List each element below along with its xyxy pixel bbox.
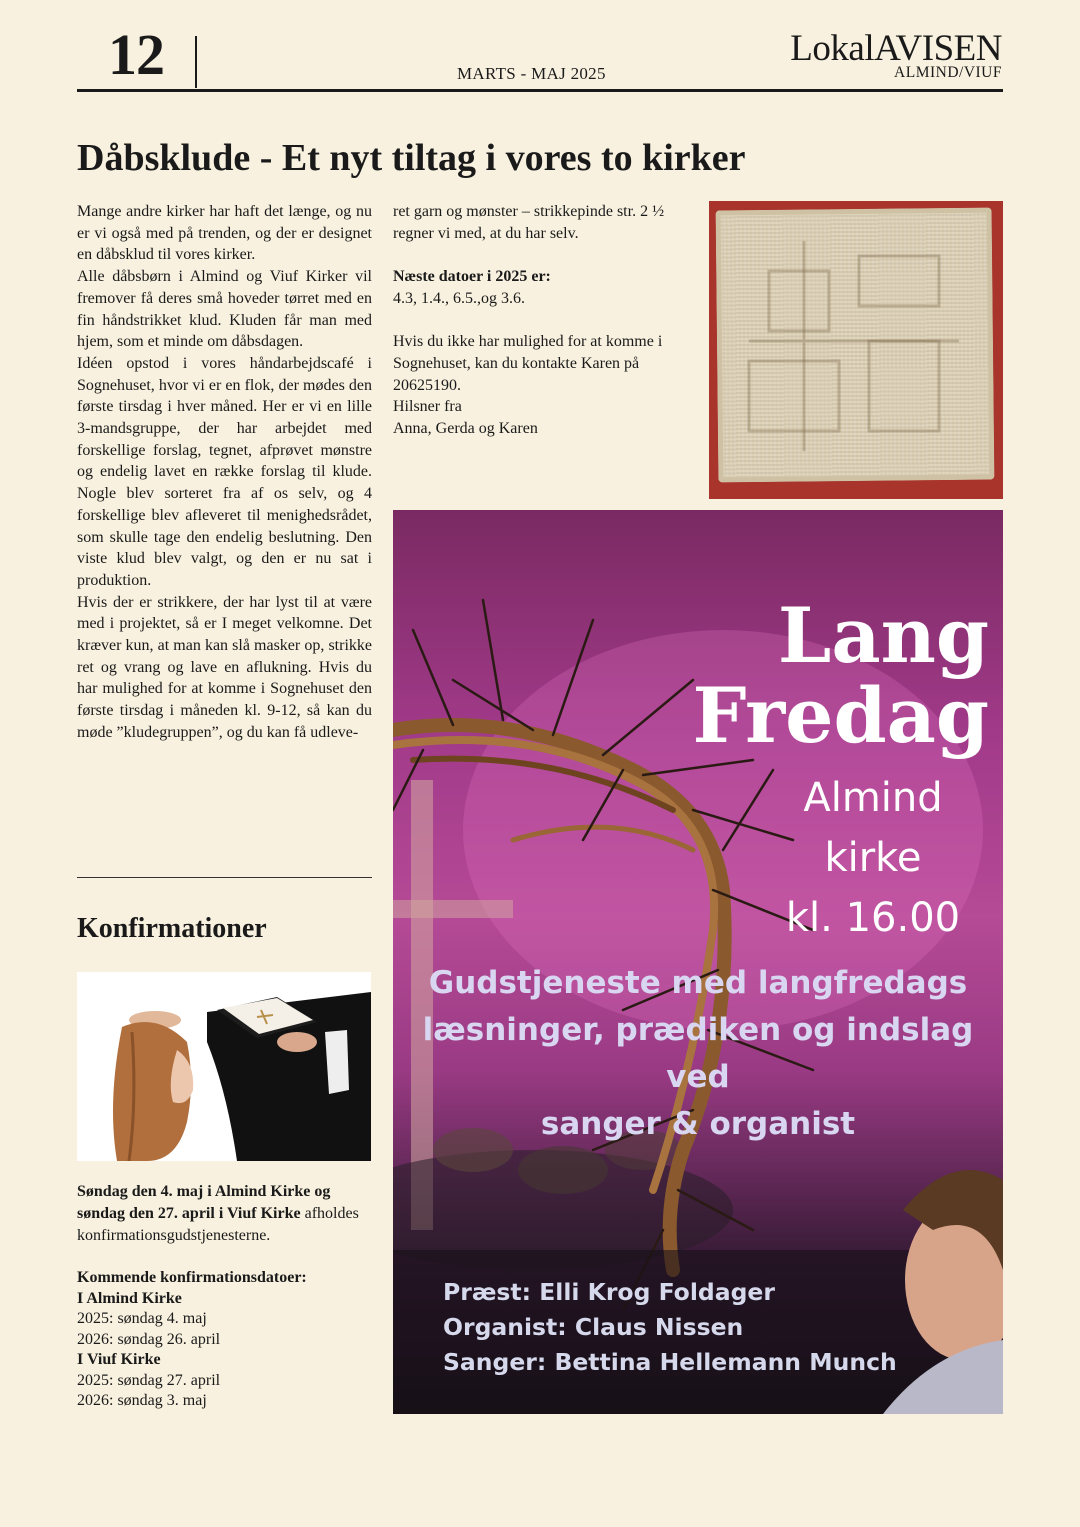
dates-heading: Næste datoer i 2025 er: [393,268,551,286]
article-paragraph: Hvis der er strikkere, der har lyst til at være med i projektet, så er I meget velkomne. Det kræver kun, at man kan slå masker op, strikke ret og vrang og lave en aflukning. Hvis du har mulighed for at komme i Sognehuset den første tirsdag i måneden kl. 9-12, så kan du møde ”kludegruppen”, og du kan få udleve- [77,593,372,741]
upcoming-heading: Kommende konfirmationsdatoer: [77,1269,307,1286]
credit-organist: Organist: Claus Nissen [443,1313,744,1341]
section-divider [77,877,372,878]
newspaper-name: LokalAVISEN [790,28,1002,69]
masthead-rule [77,89,1003,92]
poster-place-line: kirke [824,835,922,881]
issue-date: MARTS - MAJ 2025 [457,64,606,83]
page-number-divider [195,36,197,88]
confirmation-text [77,1181,377,1247]
poster-title-line: Lang [777,591,989,680]
page-number: 12 [108,22,164,87]
poster-title [393,591,989,760]
article-headline: Dåbsklude - Et nyt tiltag i vores to kirker [77,137,746,179]
dates-list: 4.3, 1.4., 6.5.,og 3.6. [393,289,525,307]
article-paragraph: Alle dåbsbørn i Almind og Viuf Kirker vil fremover få deres små hoveder tørret med en fin håndstrikket klud. Kluden får man med hjem, som et minde om dåbsdagen. [77,268,372,351]
confirmation-heading: Konfirmationer [77,913,267,944]
cloth-pattern [709,201,1003,499]
contact-info: Hvis du ikke har mulighed for at komme i Sognehuset, kan du kontakte Karen på 20625190. [393,333,663,394]
article-paragraph: Idéen opstod i vores håndarbejdscafé i Sognehuset, hvor vi er en flok, der mødes den første tirsdag i hver måned. Her er vi en lille 3-mandsgruppe, der har arbejdet med forskellige forslag, tegnet, afprøvet mønstre og endelig lavet en række forslag til klude. Nogle blev sorteret fra af os selv, og 4 forskellige blev afleveret til menighedsrådet, som skulle tage den endelig beslutning. Den viste klud blev valgt, og den er nu sat i produktion. [77,354,372,589]
newspaper-subtitle: ALMIND/VIUF [894,64,1002,81]
poster-desc-line: Gudstjeneste med langfredags [428,965,968,1001]
poster-place-time [733,768,1003,948]
list-item: 2025: søndag 27. april [77,1371,221,1389]
poster-credits [443,1275,897,1380]
baptism-cloth-photo [709,201,1003,499]
article-paragraph: ret garn og mønster – strikkepinde str. 2 ½ regner vi med, at du har selv. [393,203,665,242]
confirmation-upcoming [77,1268,377,1412]
viuf-heading: I Viuf Kirke [77,1351,161,1368]
confirmation-dates-rest: afholdes konfirmationsgudstjenesterne. [77,1205,359,1244]
greeting: Hilsner fra [393,398,462,416]
credit-singer: Sanger: Bettina Hellemann Munch [443,1348,897,1376]
poster-description [393,960,1003,1148]
poster-title-line: Fredag [692,671,989,760]
poster-desc-line: sanger & organist [540,1106,856,1142]
almind-heading: I Almind Kirke [77,1289,182,1307]
article-paragraph: Mange andre kirker har haft det længe, og nu er vi også med på trenden, og der er designet en dåbsklud til vores kirker. [77,203,372,264]
article-column-2 [393,201,693,440]
credit-priest: Præst: Elli Krog Foldager [443,1278,775,1306]
good-friday-poster [393,510,1003,1414]
poster-desc-line: læsninger, prædiken og indslag ved [422,1012,974,1095]
confirmation-dates-bold: Søndag den 4. maj i Almind Kirke og søndag den 27. april i Viuf Kirke [77,1183,331,1222]
poster-time: kl. 16.00 [785,895,961,941]
list-item: 2026: søndag 3. maj [77,1392,207,1409]
signers: Anna, Gerda og Karen [393,420,538,437]
article-column-1 [77,201,372,744]
confirmation-photo [77,972,371,1161]
list-item: 2026: søndag 26. april [77,1330,221,1348]
poster-place-line: Almind [803,775,943,821]
list-item: 2025: søndag 4. maj [77,1310,207,1327]
